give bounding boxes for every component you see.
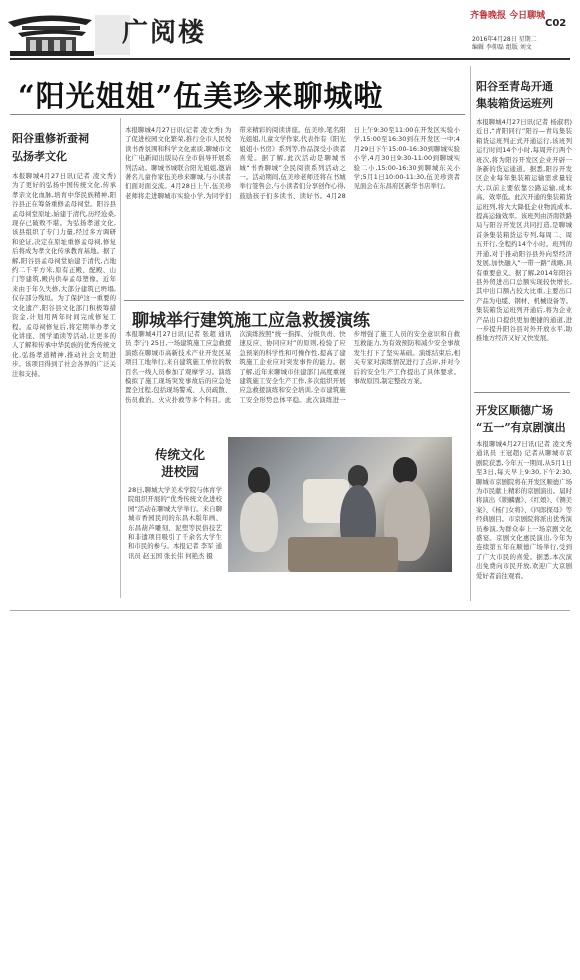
column-divider [470,66,471,601]
editor-text: 编辑 李仰磊 组版 刘文 [472,44,532,51]
article-title-4 [140,446,220,480]
article-title-right-2 [476,402,574,436]
photo-figure [393,457,417,483]
article-title-line: 进校园 [161,464,199,479]
page-header [0,0,580,60]
section-rule [474,392,570,393]
article-title-line: 集装箱货运班列 [476,97,553,110]
photo-figure [240,492,278,552]
page-number: C02 [545,18,567,29]
main-headline: “阳光姐姐”伍美珍来聊城啦 [18,79,384,113]
section-rule [124,300,464,301]
article-title-right-1 [476,78,574,112]
dateline [472,36,574,52]
article-title-line: 弘扬孝文化 [12,150,67,163]
date-text: 2016年4月28日 星期二 [472,36,537,43]
article-title-line: 开发区顺德广场 [476,404,553,417]
article-body-2: 本报聊城4月27日讯(记者 凌文秀) 为了促进校园文化繁荣,推行全市人民悦读书香氛围和科学文化素质,聊城市文化广电新闻出版局在全市倡导开展系列活动。聊城书城联合阳光姐姐,邀请著名儿童作家伍美珍来聊城,与小读者们面对面交流。4月28日上午,伍美珍老师将走进聊城市实验小学,为同学们带来精彩的阅读讲座。伍美珍,笔名阳光姐姐,儿童文学作家,代表作有《阳光姐姐小书房》系列等,作品深受小读者喜爱。据了解,此次活动是聊城书城“书香聊城”全民阅读系列活动之一。活动期间,伍美珍老师还将在书城举行签售会,与小读者们分享创作心得,鼓励孩子们多读书、读好书。4月28日上午9:30至11:00在开发区实验小学,15:00至16:30到在开发区一中;4月29日下午15:00-16:30到聊城实验小学,4月30日9:30-11:00到聊城实验二小,15:00-16:30到聊城东关小学;5月1日10:00-11:30,伍美珍读者见面会在东昌府区新华书店举行。 [125,126,460,200]
header-rule [10,58,570,60]
article-title-line: 阳谷至青岛开通 [476,80,553,93]
pavilion-logo-icon [0,0,130,60]
headline-rule [10,114,465,115]
photo-figure [348,465,368,487]
column-divider [120,118,121,598]
article-body-3: 本报聊城4月27日讯(记者 张超 通讯员 李宁) 25日,一场建筑施工应急救援演练在聊城市高新技术产业开发区某项目工地举行,来自建筑施工单位的数百名一线人员参加了观摩学习。演练模拟了施工现场突发事故后的应急处置全过程,包括现场警戒、人员疏散、伤员救治、火灾扑救等多个科目。此次演练按照“统一指挥、分级负责、快速反应、协同应对”的原则,检验了应急预案的科学性和可操作性,提高了建筑施工企业应对突发事件的能力。据了解,近年来聊城市住建部门高度重视建筑施工安全生产工作,多次组织开展应急救援演练和安全培训,全市建筑施工安全形势总体平稳。此次演练进一步增强了施工人员的安全意识和自救互救能力,为有效预防和减少安全事故发生打下了坚实基础。演练结束后,相关专家对演练情况进行了点评,并对今后的安全生产工作提出了具体要求。事故原因,制定整改方案。 [125,330,460,404]
photo-table [288,537,398,572]
photo-figure [248,467,270,493]
newspaper-logo: 齐鲁晚报 今日聊城 [470,11,546,21]
article-title-line: “五一”有京剧演出 [476,421,566,434]
article-title-line: 阳谷重修祈蚕祠 [12,132,89,145]
article-body-4: 28日,聊城大学美术学院与体育学院组织开展的“优秀传统文化进校园”活动在聊城大学举行。来自聊城市香园民间的东昌木版年画、东昌葫芦雕刻、泥塑等民俗技艺和非遗项目吸引了千余名大学生和市民的参与。本报记者 李军 通讯员 赵玉国 张长伟 何艳杰 摄 [128,486,222,560]
article-body-right-1: 本报聊城4月27日讯(记者 杨淑君) 近日,“青阳同行”阳谷—青岛集装箱货运班列正式开通运行,该班列运行时间14个小时,每周开行两个班次,将为阳谷开发区企业开辟一条新的货运通道。据悉,阳谷开发区企业每年集装箱运输需求量较大,以前主要依靠公路运输,成本高、效率低。此次开通的集装箱货运班列,将大大降低企业物流成本,提高运输效率。该班列由济南铁路局与阳谷开发区共同打造,是聊城首条集装箱货运专列,每周二、周五开行,全程约14个小时。班列的开通,对于推动阳谷县外向型经济发展,加快融入“一带一路”战略,具有重要意义。据了解,2014年阳谷县外贸进出口总额实现较快增长,其中出口额占较大比重,主要出口产品为电缆、钢材、机械设备等。集装箱货运班列开通后,将为企业产品出口提供更加便捷的通道,进一步提升阳谷县对外开放水平,助推地方经济又好又快发展。 [476,118,572,343]
article-title-1 [12,130,112,166]
article-title-line: 传统文化 [154,447,205,462]
article-title-3: 聊城举行建筑施工应急救援演练 [132,311,370,331]
bottom-rule [10,610,570,611]
section-title: 广阅楼 [122,18,207,48]
article-body-right-2: 本报聊城4月27日讯(记者 凌文秀 通讯员 王冠超) 记者从聊城市京剧院获悉,今年五一期间,从5月1日至3日,每天早上9:30,下午2:30,聊城市京剧院将在开发区顺德广场为市民献上精彩的京剧演出。届时将演出《锁麟囊》、《红娘》、《铡美案》、《杨门女将》、《四郎探母》等经典剧目。市京剧院将派出优秀演员参演,为群众奉上一场京剧文化盛宴。京剧文化惠民演出,今年为连续第五年在顺德广场举行,受到了广大市民的喜爱。据悉,本次演出免费向市民开放,欢迎广大京剧爱好者前往观看。 [476,440,572,580]
article-body-1: 本报聊城4月27日讯(记者 凌文秀) 为了更好的弘扬中国传统文化,传承孝亲文化血脉,培育中华民族精神,阳谷县正在筹备重修孟母祠堂。阳谷县孟母祠堂原址,始建于清代,历经沧桑,现存已破败不堪。为弘扬孝道文化,该县组织了专门力量,经过多方调研和论证,决定在原址重修孟母祠,修复后将成为孝文化传承教育基地。据了解,阳谷县孟母祠堂始建于清代,占地约二千平方米,原有正殿、配殿、山门等建筑,殿内供奉孟母塑像。近年来由于年久失修,大部分建筑已坍塌,仅存部分残垣。为了保护这一重要的文化遗产,阳谷县文化部门积极筹措资金,计划用两年时间完成修复工程。孟母祠修复后,将定期举办孝文化讲座、国学诵读等活动,让更多的人了解和传承中华民族的优秀传统文化,弘扬孝道精神,推动社会文明进步。该项目得到了社会各界的广泛关注和支持。 [12,172,116,378]
news-photo [228,437,452,572]
